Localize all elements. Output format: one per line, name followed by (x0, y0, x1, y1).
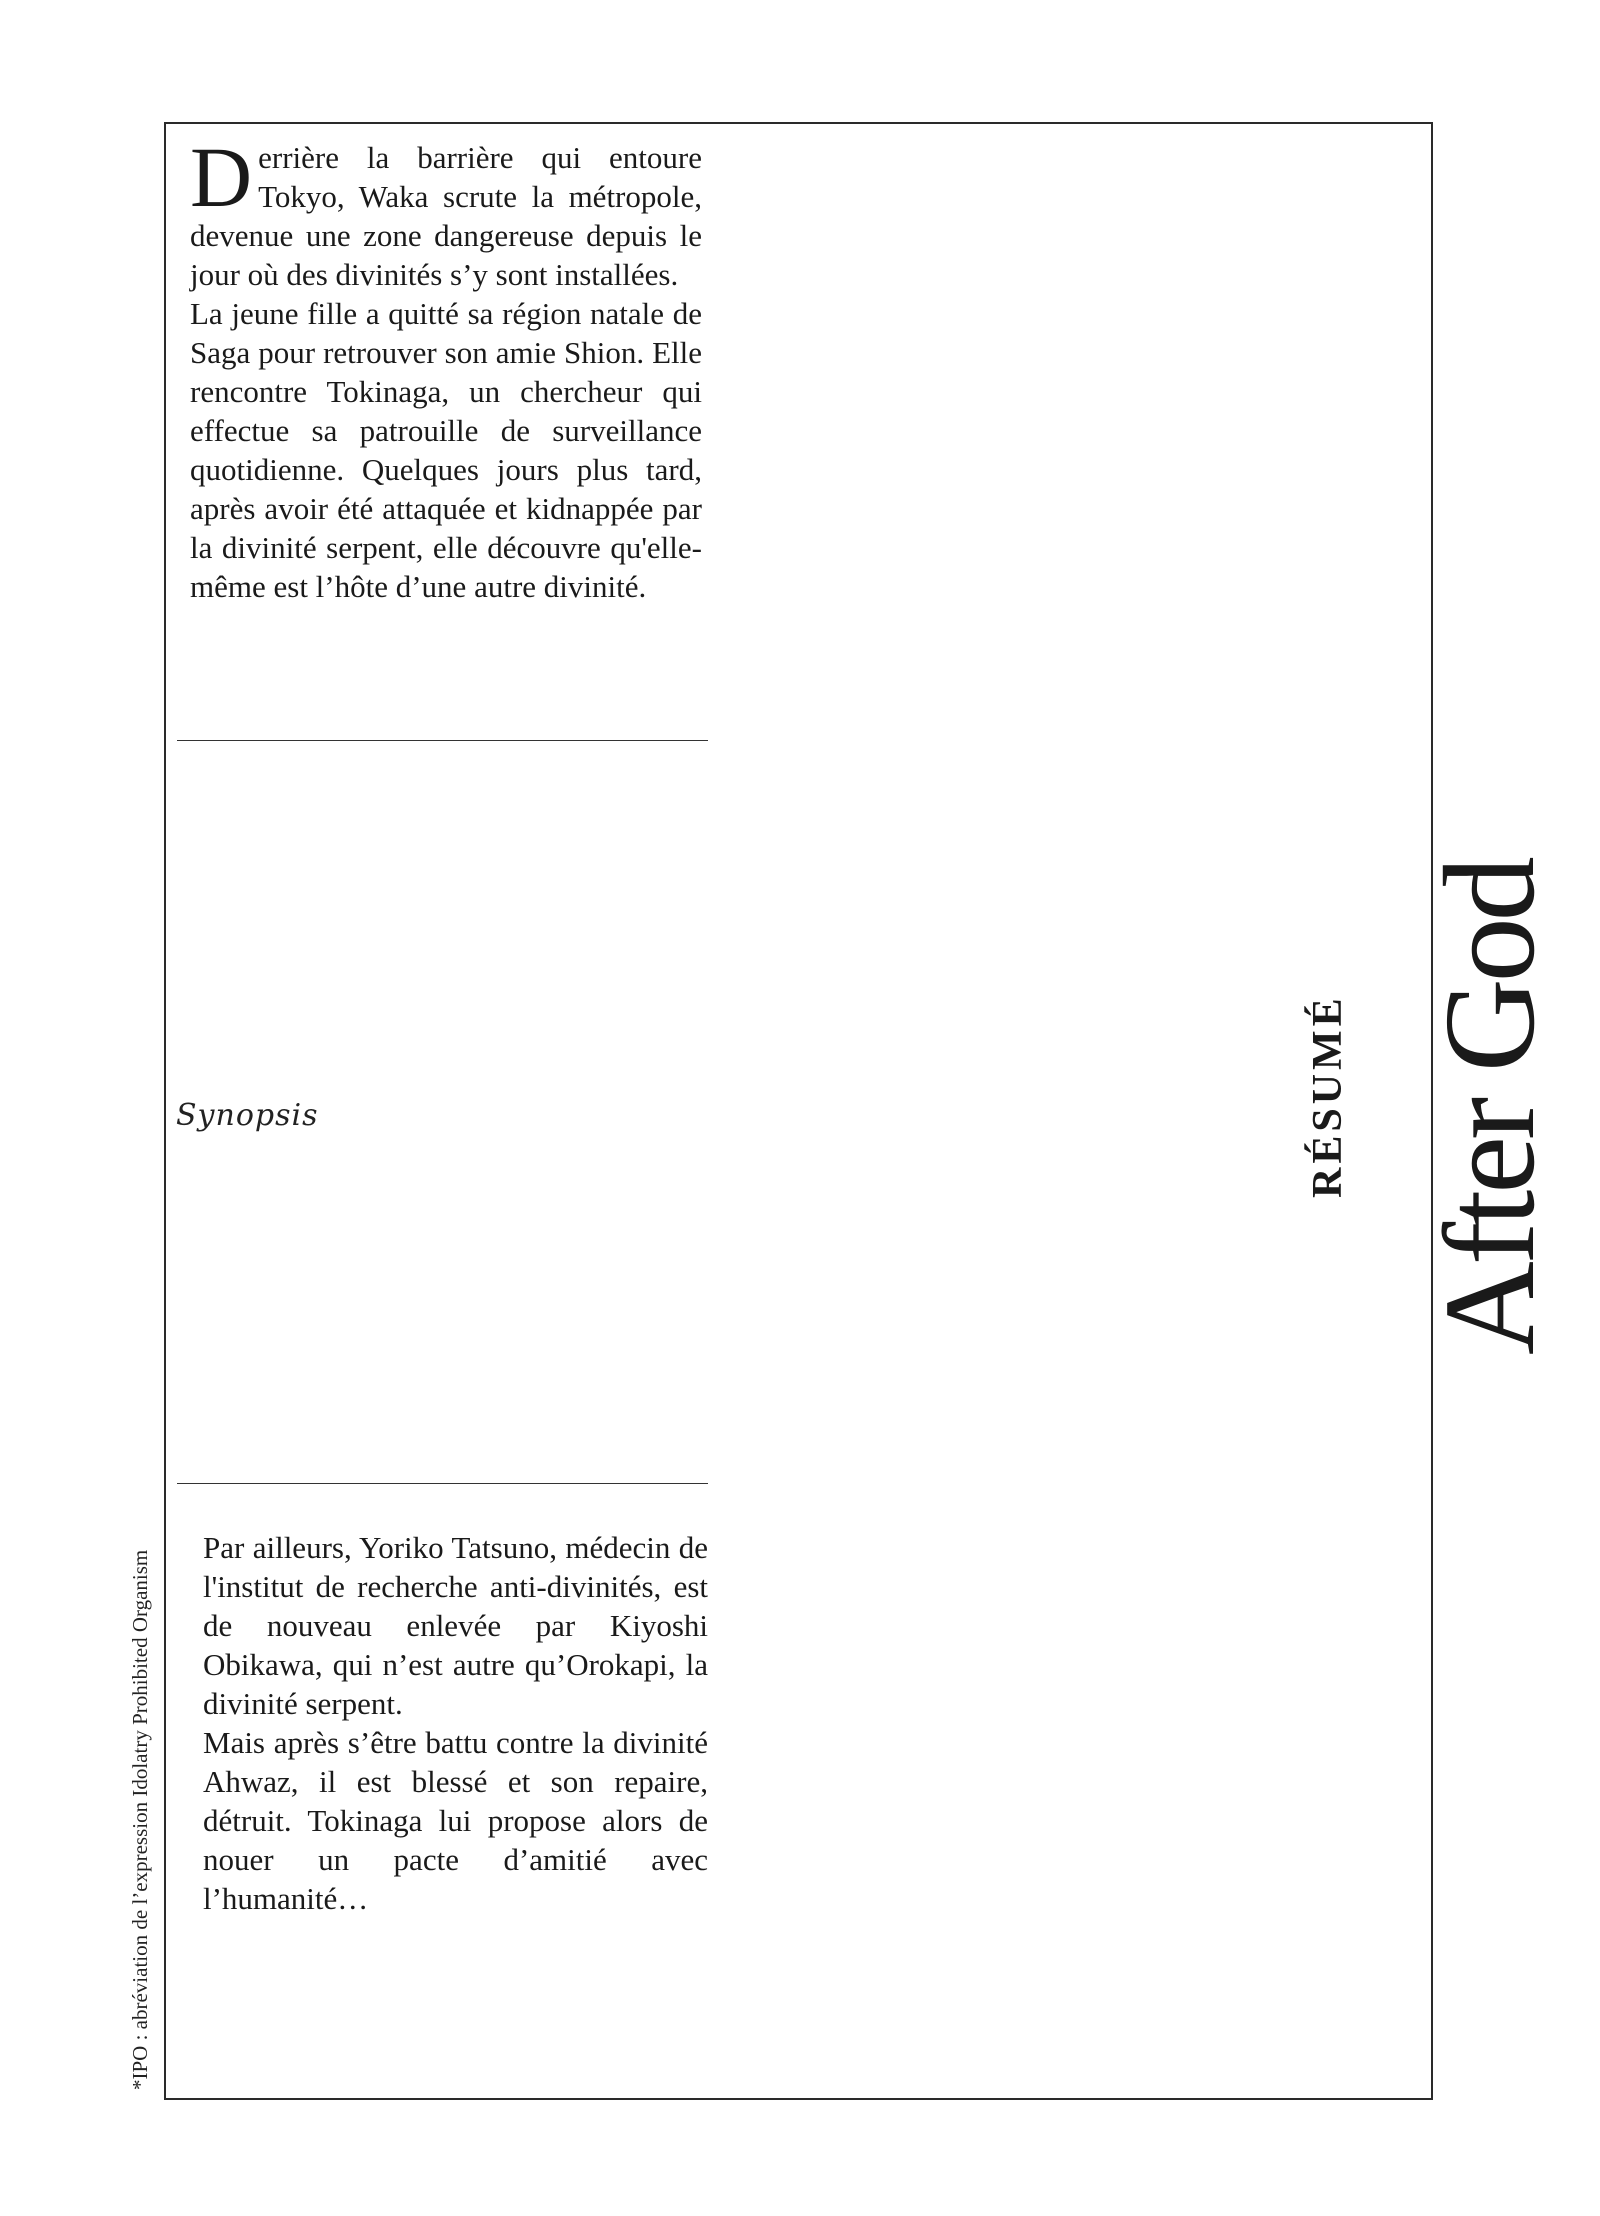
title-logo: After God (1418, 860, 1562, 1355)
summary-top-second: La jeune fille a quitté sa région natale de Saga pour retrouver son amie Shion. Elle rencontre Tokinaga, un chercheur qui effectue sa patrouille de surveillance quotidienne. Quelques jours plus tard, après avoir été attaquée et kidnappée par la divinité serpent, elle découvre qu'elle-même est l’hôte d’une autre divinité. (190, 296, 702, 604)
summary-bottom-second: Mais après s’être battu contre la divinité Ahwaz, il est blessé et son repaire, détruit. Tokinaga lui propose alors de nouer un pacte d’amitié avec l’humanité… (203, 1725, 708, 1916)
drop-cap: D (190, 129, 253, 225)
summary-bottom-first: Par ailleurs, Yoriko Tatsuno, médecin de l'institut de recherche anti-divinités, est de nouveau enlevée par Kiyoshi Obikawa, qui n’est autre qu’Orokapi, la divinité serpent. (203, 1530, 708, 1721)
divider-top (177, 740, 708, 741)
summary-top-first: errière la barrière qui entoure Tokyo, Waka scrute la métropole, devenue une zone dangereuse depuis le jour où des divinités s’y sont installées. (190, 140, 702, 292)
synopsis-label: Synopsis (176, 1098, 319, 1133)
footnote: *IPO : abréviation de l’expression Idolatry Prohibited Organism (128, 1549, 152, 2090)
subtitle: RÉSUMÉ (1305, 994, 1351, 1198)
summary-top (190, 129, 702, 606)
summary-bottom (203, 1528, 708, 1918)
divider-bottom (177, 1483, 708, 1484)
